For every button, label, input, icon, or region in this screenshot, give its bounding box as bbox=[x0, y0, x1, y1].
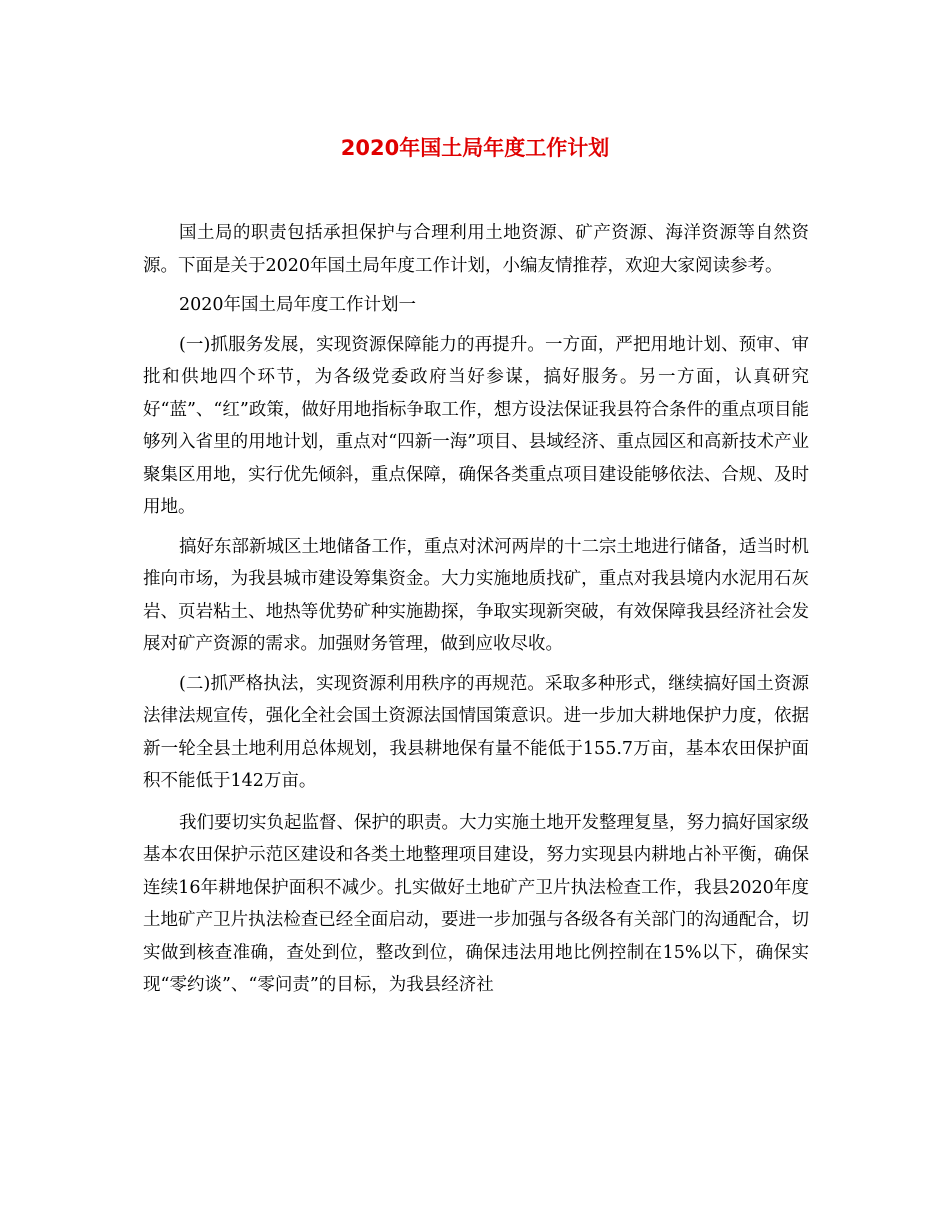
body-paragraph: 我们要切实负起监督、保护的职责。大力实施土地开发整理复垦，努力搞好国家级基本农田保护示范区建设和各类土地整理项目建设，努力实现县内耕地占补平衡，确保连续16年耕地保护面积不减少。扎实做好土地矿产卫片执法检查工作，我县2020年度土地矿产卫片执法检查已经全面启动，要进一步加强与各级各有关部门的沟通配合，切实做到核查准确，查处到位，整改到位，确保违法用地比例控制在15%以下，确保实现“零约谈”、“零问责”的目标，为我县经济社 bbox=[143, 812, 809, 995]
body-paragraph: (一)抓服务发展，实现资源保障能力的再提升。一方面，严把用地计划、预审、审批和供地四个环节，为各级党委政府当好参谋，搞好服务。另一方面，认真研究好“蓝”、“红”政策，做好用地指标争取工作，想方设法保证我县符合条件的重点项目能够列入省里的用地计划，重点对“四新一海”项目、县域经济、重点园区和高新技术产业聚集区用地，实行优先倾斜，重点保障，确保各类重点项目建设能够依法、合规、及时用地。 bbox=[143, 334, 809, 517]
body-paragraph: (二)抓严格执法，实现资源利用秩序的再规范。采取多种形式，继续搞好国土资源法律法规宣传，强化全社会国土资源法国情国策意识。进一步加大耕地保护力度，依据新一轮全县土地利用总体规划，我县耕地保有量不能低于155.7万亩，基本农田保护面积不能低于142万亩。 bbox=[143, 673, 809, 791]
section-heading: 2020年国土局年度工作计划一 bbox=[179, 295, 417, 315]
body-paragraph: 搞好东部新城区土地储备工作，重点对沭河两岸的十二宗土地进行储备，适当时机推向市场，为我县城市建设筹集资金。大力实施地质找矿，重点对我县境内水泥用石灰岩、页岩粘土、地热等优势矿种实施勘探，争取实现新突破，有效保障我县经济社会发展对矿产资源的需求。加强财务管理，做到应收尽收。 bbox=[143, 536, 809, 654]
document-body bbox=[143, 217, 809, 1002]
document-title: 2020年国土局年度工作计划 bbox=[340, 136, 610, 160]
intro-paragraph: 国土局的职责包括承担保护与合理利用土地资源、矿产资源、海洋资源等自然资源。下面是关于2020年国土局年度工作计划，小编友情推荐，欢迎大家阅读参考。 bbox=[143, 223, 809, 276]
